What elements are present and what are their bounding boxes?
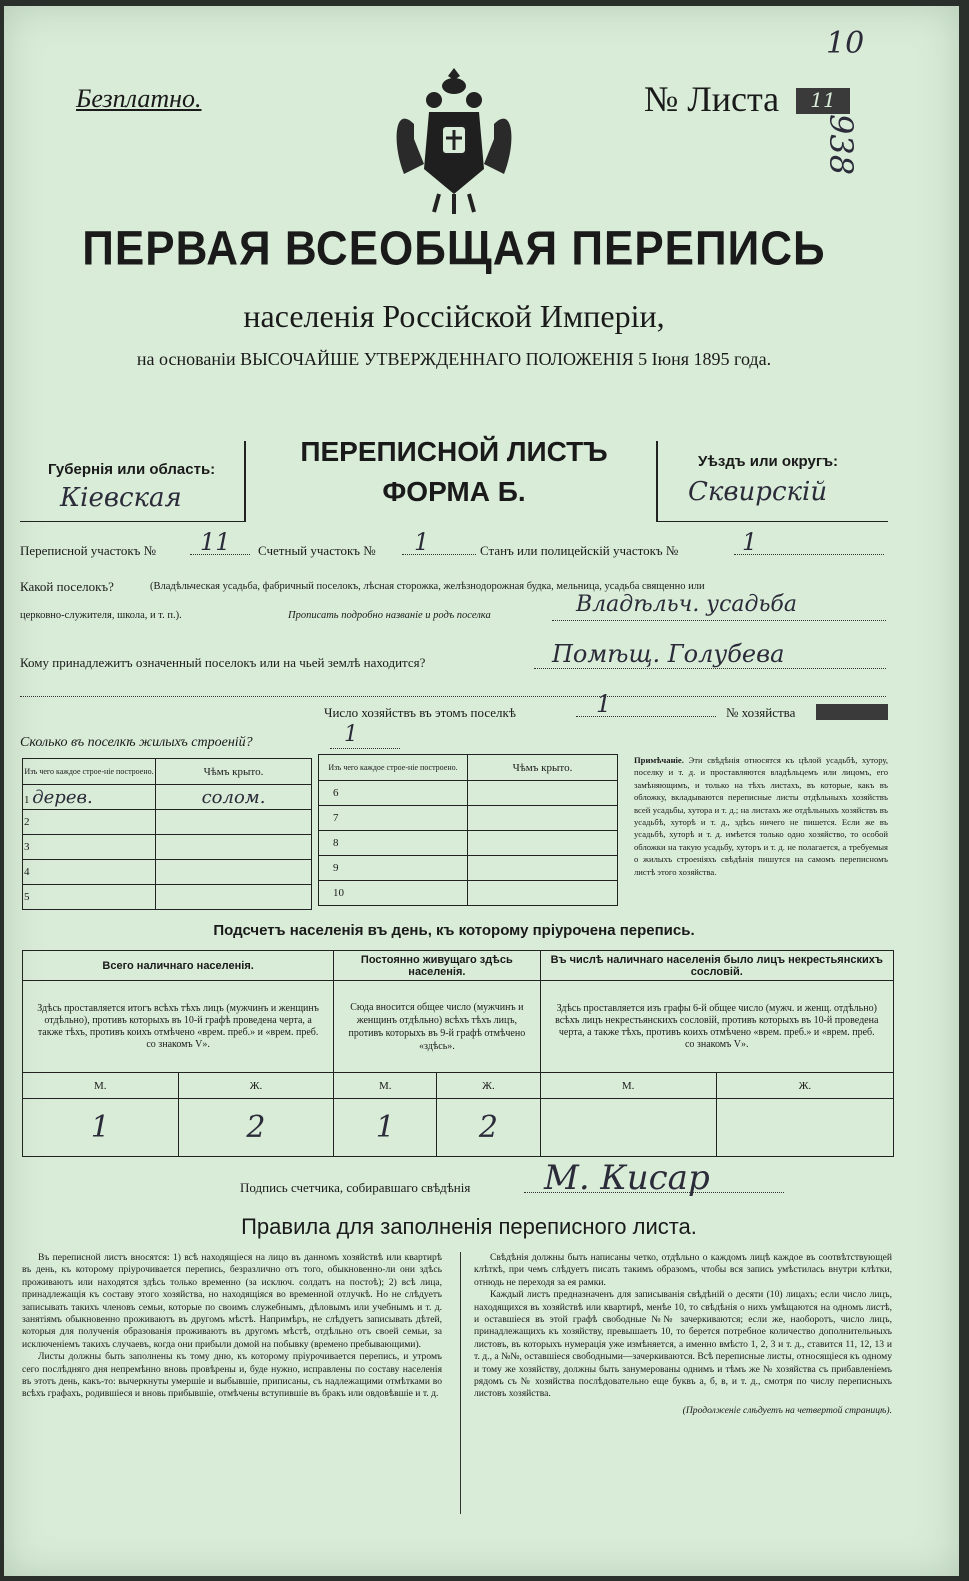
household-number-redacted [816,704,888,720]
census-section-label: Переписной участокъ № [20,543,157,558]
households-value: 1 [596,690,612,718]
table-row: 10 [319,881,618,906]
census-section-value: 11 [200,528,231,556]
signature-label: Подпись счетчика, собиравшаго свѣдѣнія [240,1180,471,1195]
permanent-header: Постоянно живущаго здѣсь населенія. [334,951,540,981]
owner-label: Кому принадлежитъ означенный поселокъ или на чьей землѣ находится? [20,655,426,670]
note-title: Примѣчаніе. [634,755,684,765]
m-label: М. [540,1073,716,1099]
buildings-value: 1 [344,722,358,747]
table-row: 8 [319,831,618,856]
present-header: Всего наличнаго населенія. [23,951,334,981]
f-label: Ж. [437,1073,540,1099]
col-roof-header: Чѣмъ крыто. [156,759,312,785]
basis-line: на основаніи ВЫСОЧАЙШЕ УТВЕРЖДЕННАГО ПОЛОЖЕНІЯ 5 Іюня 1895 года. [136,349,772,369]
note-text: Эти свѣдѣнія относятся къ цѣлой усадьбѣ, хутору, поселку и т. д. и проставляются владѣльцемъ или лицомъ, его замѣняющимъ, и только на тѣхъ листахъ, въ которые, какъ въ обложку, вкладываются переписные листы отдѣльныхъ хозяйствъ всей усадьбы, хутора и т. д.; на листахъ же отдѣльныхъ хозяйствъ въ усадьбѣ, хуторѣ и т. д., здѣсь ничего не пишется. Если же въ усадьбѣ, хуторѣ и т. д. имѣется только одно хозяйство, то особой обложки на такую усадьбу, хуторъ и т. д. не полагается, а требуемыя о жилыхъ строеніяхъ свѣдѣнія пишутся на самомъ переписномъ листѣ этого хозяйства. [634,755,888,877]
material-cell: дерев. [32,786,93,808]
settlement-value: Владѣльч. усадьба [576,592,797,617]
col-material-header: Изъ чего каждое строе-ніе построено. [319,755,468,781]
table-row: 9 [319,856,618,881]
table-row: 1 дерев. солом. [23,785,312,810]
present-female-value: 2 [178,1099,334,1157]
col-roof-header: Чѣмъ крыто. [468,755,618,781]
subtitle: населенія Россійской Имперіи, [243,298,665,334]
main-title: ПЕРВАЯ ВСЕОБЩАЯ ПЕРЕПИСЬ [82,221,826,276]
permanent-female-value: 2 [437,1099,540,1157]
present-male-value: 1 [23,1099,179,1157]
rules-left-p1: Въ переписной листъ вносятся: 1) всѣ находящіеся на лицо въ данномъ хозяйствѣ или квартирѣ въ день, къ которому пріурочивается перепись, безразлично отъ того, обыкновенно-ли они здѣсь проживаютъ или находятся здѣсь только временно (за исключ. солдатъ на постоѣ); 2) всѣ лица, принадлежащія къ составу этого хозяйства, но находящіяся во временной отлучкѣ. Но не слѣдуетъ записывать такихъ членовъ семьи, которые по своимъ служебнымъ, дѣловымъ или учебнымъ и т. д. занятіямъ обыкновенно проживаютъ въ другомъ мѣстѣ. Напримѣръ, не слѣдуетъ записывать дѣтей, которыя для полученія образованія проживаютъ въ другомъ мѣстѣ, отдѣльно отъ своей семьи, за исключеніемъ такихъ случаевъ, когда они прибыли домой на побывку (времено пребывающими). [22,1252,442,1350]
rules-title: Правила для заполненія переписного листа. [241,1214,697,1239]
nonpeasant-header: Въ числѣ наличнаго населенія было лицъ некрестьянскихъ сословій. [540,951,893,981]
table-row: 3 [23,835,312,860]
census-form-page [4,6,959,1576]
settlement-label: Какой поселокъ? [20,579,114,594]
corner-mark-top: 10 [826,26,865,61]
district-value: Сквирскій [688,477,828,507]
buildings-label: Сколько въ поселкѣ жилыхъ строеній? [20,735,253,750]
table-row: 6 [319,781,618,806]
sheet-number-label: № Листа [644,79,780,119]
owner-value: Помѣщ. Голубева [552,640,785,668]
household-number-label: № хозяйства [726,705,796,720]
nonpeasant-male-value [540,1099,716,1157]
col-material-header: Изъ чего каждое строе-ніе построено. [23,759,156,785]
m-label: М. [334,1073,437,1099]
households-label: Число хозяйствъ въ этомъ поселкѣ [324,705,516,720]
corner-mark-side: 938 [822,114,860,176]
population-title: Подсчетъ населенія въ день, къ которому пріурочена перепись. [213,922,695,939]
police-section-label: Станъ или полицейскій участокъ № [480,543,679,558]
f-label: Ж. [716,1073,893,1099]
sheet-title: ПЕРЕПИСНОЙ ЛИСТЪ [300,436,608,467]
buildings-table-right [318,754,618,906]
note-block [634,754,888,878]
sheet-number-value: 11 [796,88,850,114]
settlement-hint-3: Прописать подробно названіе и родъ поселка [288,610,491,621]
table-row: 4 [23,860,312,885]
rules-left-column [22,1252,442,1401]
double-headed-eagle-icon [384,64,524,214]
nonpeasant-desc: Здѣсь проставляется изъ графы 6-й общее число (мужч. и женщ. отдѣльно) всѣхъ лицъ некрестьянскихъ сословій, противъ которыхъ въ 10-й проведена черта, а также тѣхъ, противъ коихъ отмѣчено «врем. преб.» и «врем. преб. со знакомъ V». [540,981,893,1073]
district-box [656,441,888,522]
free-label: Безплатно. [76,84,202,113]
form-name: ФОРМА Б. [382,476,526,507]
f-label: Ж. [178,1073,334,1099]
province-value: Кіевская [60,483,182,513]
count-section-label: Счетный участокъ № [258,543,376,558]
rules-divider [460,1252,461,1514]
police-section-value: 1 [742,528,758,556]
count-section-value: 1 [414,528,430,556]
permanent-desc: Сюда вносится общее число (мужчинъ и женщинъ отдѣльно) всѣхъ тѣхъ лицъ, противъ которыхъ въ 9-й графѣ отмѣчено «здѣсь». [334,981,540,1073]
rules-left-p2: Листы должны быть заполнены къ тому дню, къ которому пріурочивается перепись, и утромъ сего послѣдняго дня непремѣнно вновь провѣрены и, буде нужно, исправлены по составу населенія въ этотъ день, какъ-то: вычеркнуты умершіе и выбывшіе, приписаны, съ надлежащими отмѣтками во всѣхъ графахъ, родившіеся и вновь прибывшіе, отмѣчены вступившіе въ бракъ или овдовѣвшіе и т. д. [22,1351,442,1400]
m-label: М. [23,1073,179,1099]
permanent-male-value: 1 [334,1099,437,1157]
rules-right-p1: Свѣдѣнія должны быть написаны четко, отдѣльно о каждомъ лицѣ каждое въ соотвѣтствующей клѣткѣ, при чемъ слѣдуетъ писать такимъ образомъ, чтобы вся запись умѣстилась внутри клѣтки, отнюдь не переходя за ея рамки. [474,1252,892,1288]
signature-value: М. Кисар [544,1158,710,1198]
district-label: Уѣздъ или округъ: [698,453,839,470]
population-table [22,950,894,1157]
rules-continued: (Продолженіе слѣдуетъ на четвертой страницѣ). [682,1404,892,1416]
province-label: Губернія или область: [48,461,216,478]
present-desc: Здѣсь проставляется итогъ всѣхъ тѣхъ лицъ (мужчинъ и женщинъ отдѣльно), противъ которыхъ въ 10-й графѣ проведена черта, а также тѣхъ, противъ коихъ отмѣчено «врем. преб.» и «врем. преб. со знакомъ V». [23,981,334,1073]
table-row: 7 [319,806,618,831]
roof-cell: солом. [156,785,312,810]
settlement-hint-2: церковно-служителя, школа, и т. п.). [20,610,182,621]
table-row: 5 [23,885,312,910]
settlement-hint-1: (Владѣльческая усадьба, фабричный поселокъ, лѣсная сторожка, желѣзнодорожная будка, мельница, усадьба священно или [150,581,705,592]
buildings-table-left [22,758,312,910]
rules-right-column [474,1252,892,1417]
rules-right-p2: Каждый листъ предназначенъ для записыванія свѣдѣній о десяти (10) лицахъ; если число лицъ, находящихся въ хозяйствѣ или квартирѣ, менѣе 10, то свѣдѣнія о нихъ умѣщаются на одномъ листѣ, и оставшіеся въ этой графѣ свободные №№ зачеркиваются; если же, наоборотъ, число лицъ, принадлежащихъ къ хозяйству, превышаетъ 10, то берется потребное количество дополнительныхъ листовъ, въ которыхъ нумерація уже измѣняется, а именно вмѣсто 1, 2, 3 и т. д., ставится 11, 12, 13 и т. д., а №№, оставшіеся свободными—зачеркиваются. Всѣ переписные листы, относящіеся къ одному и тому же хозяйству, должны быть занумерованы однимъ и тѣмъ же № хозяйства съ прибавленіемъ рядомъ съ № хозяйства послѣдовательно еще буквъ а, б, в, и т. д., смотря по числу переписныхъ листовъ хозяйства. [474,1289,892,1400]
nonpeasant-female-value [716,1099,893,1157]
province-box [20,441,246,522]
table-row: 2 [23,810,312,835]
